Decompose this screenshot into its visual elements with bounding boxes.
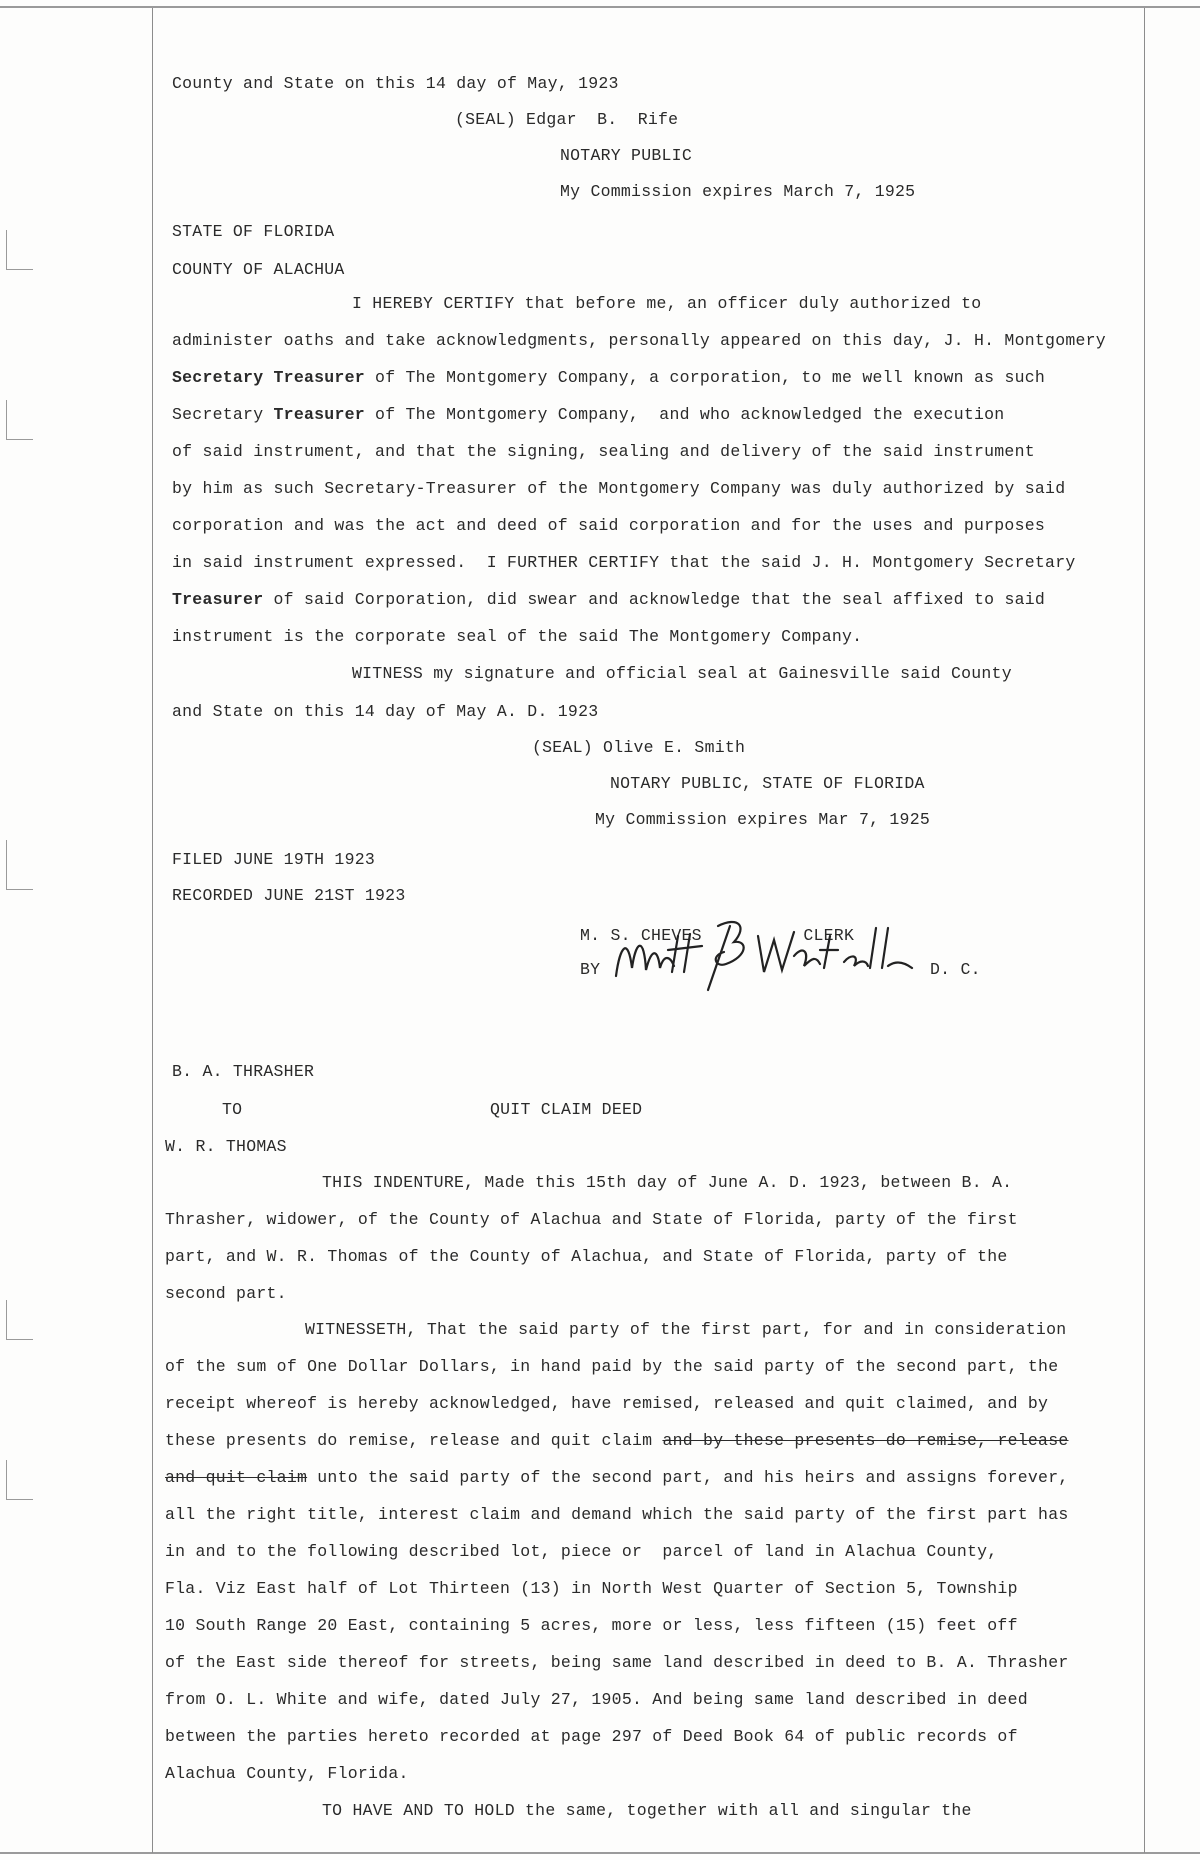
text-span: of The Montgomery Company, and who acknowledged the execution xyxy=(364,405,1005,424)
seal-signature-rife: (SEAL) Edgar B. Rife xyxy=(455,110,679,129)
text-span: Treasurer xyxy=(273,405,365,424)
bottom-border xyxy=(0,1852,1200,1854)
text-span: unto the said party of the second part, and his heirs and assigns forever, xyxy=(307,1468,1069,1487)
text-line: corporation and was the act and deed of said corporation and for the uses and purposes xyxy=(172,516,1046,535)
notary-public-label: NOTARY PUBLIC xyxy=(560,146,692,165)
binder-tab-mark xyxy=(6,230,35,270)
right-margin-line xyxy=(1144,8,1145,1853)
text-span: Secretary Treasurer xyxy=(172,368,365,387)
binder-tab-mark xyxy=(6,400,35,440)
text-line: of the East side thereof for streets, being same land described in deed to B. A. Thrasher xyxy=(165,1653,1069,1672)
text-line: Alachua County, Florida. xyxy=(165,1764,409,1783)
clerk-line: M. S. CHEVES CLERK xyxy=(580,926,855,945)
text-line: second part. xyxy=(165,1284,287,1303)
text-line: all the right title, interest claim and demand which the said party of the first part has xyxy=(165,1505,1069,1524)
text-span: these presents do remise, release and quit claim xyxy=(165,1431,663,1450)
text-span: of said Corporation, did swear and acknowledge that the seal affixed to said xyxy=(263,590,1046,609)
top-border xyxy=(0,6,1200,8)
text-line: and State on this 14 day of May A. D. 1923 xyxy=(172,702,599,721)
text-line: part, and W. R. Thomas of the County of Alachua, and State of Florida, party of the xyxy=(165,1247,1008,1266)
seal-signature-smith: (SEAL) Olive E. Smith xyxy=(532,738,746,757)
text-line: TO HAVE AND TO HOLD the same, together with all and singular the xyxy=(322,1801,972,1820)
left-margin-line xyxy=(152,8,153,1853)
dc-label: D. C. xyxy=(930,960,981,979)
text-line xyxy=(165,1468,1069,1488)
text-line: between the parties hereto recorded at page 297 of Deed Book 64 of public records of xyxy=(165,1727,1018,1746)
text-line: County and State on this 14 day of May, 1923 xyxy=(172,74,619,93)
county-heading: COUNTY OF ALACHUA xyxy=(172,260,345,279)
filed-date: FILED JUNE 19TH 1923 xyxy=(172,850,376,869)
text-line xyxy=(172,405,1004,425)
text-line: I HEREBY CERTIFY that before me, an officer duly authorized to xyxy=(352,294,982,313)
text-line: in said instrument expressed. I FURTHER CERTIFY that the said J. H. Montgomery Secretary xyxy=(172,553,1076,572)
text-line: WITNESS my signature and official seal at Gainesville said County xyxy=(352,664,1012,683)
text-line: from O. L. White and wife, dated July 27, 1905. And being same land described in deed xyxy=(165,1690,1028,1709)
text-line xyxy=(165,1431,1069,1451)
recorded-date: RECORDED JUNE 21ST 1923 xyxy=(172,886,406,905)
to-label: TO xyxy=(222,1100,243,1119)
handwritten-signature xyxy=(598,906,928,996)
binder-tab-mark xyxy=(6,1300,35,1340)
by-label: BY xyxy=(580,960,601,979)
text-line xyxy=(172,590,1045,610)
commission-expiry: My Commission expires Mar 7, 1925 xyxy=(595,810,931,829)
text-span: Treasurer xyxy=(172,590,264,609)
text-line: of the sum of One Dollar Dollars, in hand paid by the said party of the second part, the xyxy=(165,1357,1059,1376)
text-line: receipt whereof is hereby acknowledged, have remised, released and quit claimed, and by xyxy=(165,1394,1049,1413)
text-line: by him as such Secretary-Treasurer of the Montgomery Company was duly authorized by said xyxy=(172,479,1066,498)
struck-text: and quit claim xyxy=(165,1468,308,1487)
state-heading: STATE OF FLORIDA xyxy=(172,222,335,241)
struck-text: and by these presents do remise, release xyxy=(662,1431,1069,1450)
text-line: Fla. Viz East half of Lot Thirteen (13) in North West Quarter of Section 5, Township xyxy=(165,1579,1018,1598)
deed-title: QUIT CLAIM DEED xyxy=(490,1100,643,1119)
text-line: Thrasher, widower, of the County of Alachua and State of Florida, party of the first xyxy=(165,1210,1018,1229)
text-span: of The Montgomery Company, a corporation, to me well known as such xyxy=(364,368,1046,387)
text-span: Secretary xyxy=(172,405,274,424)
commission-expiry: My Commission expires March 7, 1925 xyxy=(560,182,916,201)
text-line: administer oaths and take acknowledgments, personally appeared on this day, J. H. Montgomery xyxy=(172,331,1106,350)
text-line: of said instrument, and that the signing, sealing and delivery of the said instrument xyxy=(172,442,1035,461)
binder-tab-mark xyxy=(6,1460,35,1500)
text-line: in and to the following described lot, piece or parcel of land in Alachua County, xyxy=(165,1542,998,1561)
text-line: instrument is the corporate seal of the said The Montgomery Company. xyxy=(172,627,863,646)
text-line: THIS INDENTURE, Made this 15th day of June A. D. 1923, between B. A. xyxy=(322,1173,1013,1192)
text-line xyxy=(172,368,1045,388)
binder-tab-mark xyxy=(6,840,35,890)
grantee-name: W. R. THOMAS xyxy=(165,1137,287,1156)
text-line: 10 South Range 20 East, containing 5 acres, more or less, less fifteen (15) feet off xyxy=(165,1616,1018,1635)
text-line: WITNESSETH, That the said party of the first part, for and in consideration xyxy=(305,1320,1067,1339)
notary-public-label: NOTARY PUBLIC, STATE OF FLORIDA xyxy=(610,774,925,793)
grantor-name: B. A. THRASHER xyxy=(172,1062,315,1081)
